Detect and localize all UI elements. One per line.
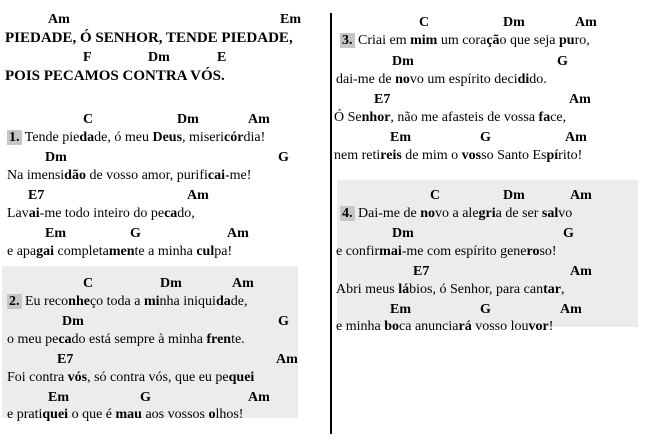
lyric-segment: mai: [379, 244, 402, 259]
chord-label: Dm: [177, 112, 199, 127]
chord-label: Dm: [148, 50, 170, 65]
lyric-segment: ca: [58, 332, 72, 347]
lyric-line: [7, 244, 232, 260]
lyric-line: [340, 33, 590, 49]
chord-label: Dm: [392, 54, 414, 69]
lyric-segment: rá: [458, 319, 472, 334]
lyric-segment: ai: [28, 206, 40, 221]
lyric-segment: do está sempre à minha: [71, 332, 207, 347]
chord-label: G: [140, 390, 151, 405]
lyric-segment: no: [420, 206, 435, 221]
lyric-segment: reis: [380, 148, 402, 163]
lyric-segment: pí: [546, 148, 559, 163]
lyric-segment: de, ó meu: [94, 130, 153, 145]
lyric-segment: POIS PECAMOS CONTRA VÓS.: [5, 68, 225, 84]
column-divider: [330, 13, 332, 434]
lyric-segment: bo: [384, 319, 400, 334]
chord-label: Em: [45, 226, 66, 241]
lyric-segment: cai: [207, 168, 225, 183]
lyric-segment: a de ser: [495, 206, 542, 221]
lyric-segment: tar: [543, 282, 561, 297]
lyric-segment: Abri meus: [336, 282, 399, 297]
lyric-line: [7, 130, 265, 146]
chord-label: E7: [374, 92, 391, 107]
verse-number: 2.: [9, 294, 20, 309]
lyric-segment: completa: [54, 244, 109, 259]
lyric-segment: so!: [539, 244, 557, 259]
chord-label: Em: [280, 12, 301, 27]
lyric-segment: vo: [558, 206, 573, 221]
lyric-segment: Eu reco: [21, 294, 69, 309]
lyric-segment: ro,: [574, 33, 590, 48]
lyric-segment: o meu pe: [7, 332, 59, 347]
lyric-segment: lhos!: [215, 407, 244, 422]
chord-label: Am: [575, 15, 597, 30]
lyric-segment: de vosso amor, purifi: [85, 168, 208, 183]
lyric-segment: te a minha: [134, 244, 197, 259]
lyric-segment: vós: [67, 370, 88, 385]
lyric-segment: mau: [115, 407, 142, 422]
chord-label: Dm: [62, 314, 84, 329]
lyric-segment: vor: [528, 319, 549, 334]
lyric-segment: mi: [143, 294, 160, 309]
chord-label: G: [130, 226, 141, 241]
lyric-segment: Ó Se: [334, 110, 362, 125]
chord-label: Dm: [160, 276, 182, 291]
chord-label: Dm: [45, 150, 67, 165]
lyric-segment: vo um espírito deci: [409, 72, 518, 87]
lyric-segment: ço toda a: [89, 294, 144, 309]
chord-label: Em: [48, 390, 69, 405]
lyric-segment: vos: [461, 148, 482, 163]
lyric-line: [7, 332, 245, 348]
lyric-line: [7, 206, 195, 222]
lyric-segment: Criai em: [354, 33, 411, 48]
chord-label: E7: [57, 352, 74, 367]
lyric-line: [334, 148, 582, 164]
chorus-line: [5, 68, 225, 84]
lyric-segment: quei: [228, 370, 255, 385]
lyric-line: [336, 244, 557, 260]
lyric-segment: mim: [410, 33, 438, 48]
lyric-segment: o que seja: [499, 33, 560, 48]
lyric-segment: nem reti: [334, 148, 381, 163]
lyric-segment: te.: [231, 332, 245, 347]
lyric-segment: o que é: [68, 407, 116, 422]
lyric-segment: e confir: [336, 244, 380, 259]
lyric-segment: sal: [541, 206, 559, 221]
verse-number: 3.: [342, 33, 353, 48]
lyric-segment: Foi contra: [7, 370, 68, 385]
lyric-segment: vosso lou: [471, 319, 529, 334]
lyric-segment: da: [215, 294, 231, 309]
chord-label: Am: [570, 264, 592, 279]
lyric-segment: um cora: [437, 33, 487, 48]
lyric-segment: çã: [486, 33, 500, 48]
lyric-segment: PIEDADE, Ó SENHOR, TENDE PIEDADE,: [5, 30, 293, 46]
lyric-segment: cul: [196, 244, 215, 259]
lyric-segment: Dai-me de: [354, 206, 421, 221]
chord-label: Am: [570, 188, 592, 203]
lyric-segment: , não me afasteis de vossa: [390, 110, 539, 125]
chord-label: Am: [248, 112, 270, 127]
lyric-segment: quei: [42, 407, 69, 422]
chord-label: E7: [28, 188, 45, 203]
lyric-segment: dia!: [243, 130, 266, 145]
lyric-line: [336, 319, 553, 335]
lyric-segment: bios, ó Senhor, para can: [409, 282, 544, 297]
chord-label: G: [480, 302, 491, 317]
lyric-segment: -me com espírito gene: [401, 244, 527, 259]
lyric-segment: rito!: [558, 148, 583, 163]
lyric-line: [7, 407, 243, 423]
lyric-segment: da: [79, 130, 95, 145]
chord-label: Am: [276, 352, 298, 367]
chord-label: G: [563, 226, 574, 241]
lyric-segment: men: [108, 244, 135, 259]
lyric-segment: vo a ale: [435, 206, 479, 221]
chord-label: Dm: [503, 188, 525, 203]
lyric-segment: so Santo Es: [481, 148, 547, 163]
chord-label: Am: [248, 390, 270, 405]
chord-label: Am: [48, 12, 70, 27]
lyric-segment: gri: [478, 206, 496, 221]
lyric-segment: de mim o: [401, 148, 462, 163]
lyric-segment: pu: [559, 33, 575, 48]
lyric-segment: , miseri: [182, 130, 225, 145]
lyric-segment: dai-me de: [336, 72, 396, 87]
lyric-line: [7, 168, 251, 184]
lyric-segment: !: [548, 319, 554, 334]
chord-label: Am: [227, 226, 249, 241]
chord-label: Am: [565, 130, 587, 145]
lyric-segment: pa!: [214, 244, 233, 259]
lyric-segment: ,: [560, 282, 565, 297]
chord-label: E7: [413, 264, 430, 279]
lyric-line: [336, 72, 547, 88]
chord-label: E: [217, 50, 227, 65]
chord-label: Dm: [503, 15, 525, 30]
lyric-segment: fa: [538, 110, 551, 125]
lyric-segment: cór: [224, 130, 244, 145]
lyric-segment: lá: [398, 282, 410, 297]
lyric-segment: aos vossos: [141, 407, 209, 422]
lyric-segment: dão: [64, 168, 86, 183]
lyric-line: [340, 206, 572, 222]
lyric-segment: , só contra vós, que eu pe: [87, 370, 229, 385]
lyric-segment: e apa: [7, 244, 37, 259]
lyric-segment: Tende pie: [21, 130, 80, 145]
lyric-line: [334, 110, 566, 126]
lyric-segment: Na imensi: [7, 168, 65, 183]
lyric-segment: e minha: [336, 319, 385, 334]
lyric-segment: nhor: [361, 110, 391, 125]
lyric-segment: -me todo inteiro do pe: [39, 206, 165, 221]
lyric-line: [7, 294, 247, 310]
chord-label: Am: [560, 302, 582, 317]
lyric-segment: do,: [177, 206, 195, 221]
lyric-segment: ca: [164, 206, 178, 221]
chord-label: Am: [569, 92, 591, 107]
chord-label: G: [278, 314, 289, 329]
lyric-segment: do.: [529, 72, 547, 87]
lyric-segment: -me!: [224, 168, 252, 183]
chord-label: C: [419, 15, 430, 30]
lyric-segment: nha iniqui: [159, 294, 216, 309]
chord-label: G: [480, 130, 491, 145]
chord-label: Am: [187, 188, 209, 203]
lyric-segment: ro: [526, 244, 540, 259]
lyric-segment: o: [208, 407, 216, 422]
chord-label: G: [278, 150, 289, 165]
chord-label: Em: [390, 302, 411, 317]
chord-label: C: [430, 188, 441, 203]
lyric-segment: ce,: [550, 110, 567, 125]
chord-label: G: [557, 54, 568, 69]
lyric-segment: fren: [206, 332, 232, 347]
lyric-segment: de,: [230, 294, 248, 309]
chord-label: C: [83, 112, 94, 127]
lyric-segment: e prati: [7, 407, 43, 422]
lyric-segment: Lav: [7, 206, 29, 221]
lyric-segment: Deus: [152, 130, 183, 145]
chord-label: Em: [390, 130, 411, 145]
lyric-line: [336, 282, 564, 298]
chorus-line: [5, 30, 293, 46]
lyric-line: [7, 370, 254, 386]
verse-number: 4.: [342, 206, 353, 221]
lyric-segment: gai: [36, 244, 55, 259]
verse-number: 1.: [9, 130, 20, 145]
chord-label: Am: [232, 276, 254, 291]
lyric-segment: nhe: [68, 294, 90, 309]
chord-label: Dm: [392, 226, 414, 241]
lyric-segment: no: [395, 72, 410, 87]
lyric-segment: ca anuncia: [399, 319, 459, 334]
chord-label: F: [83, 50, 92, 65]
chord-label: C: [83, 276, 94, 291]
lyric-segment: di: [517, 72, 530, 87]
